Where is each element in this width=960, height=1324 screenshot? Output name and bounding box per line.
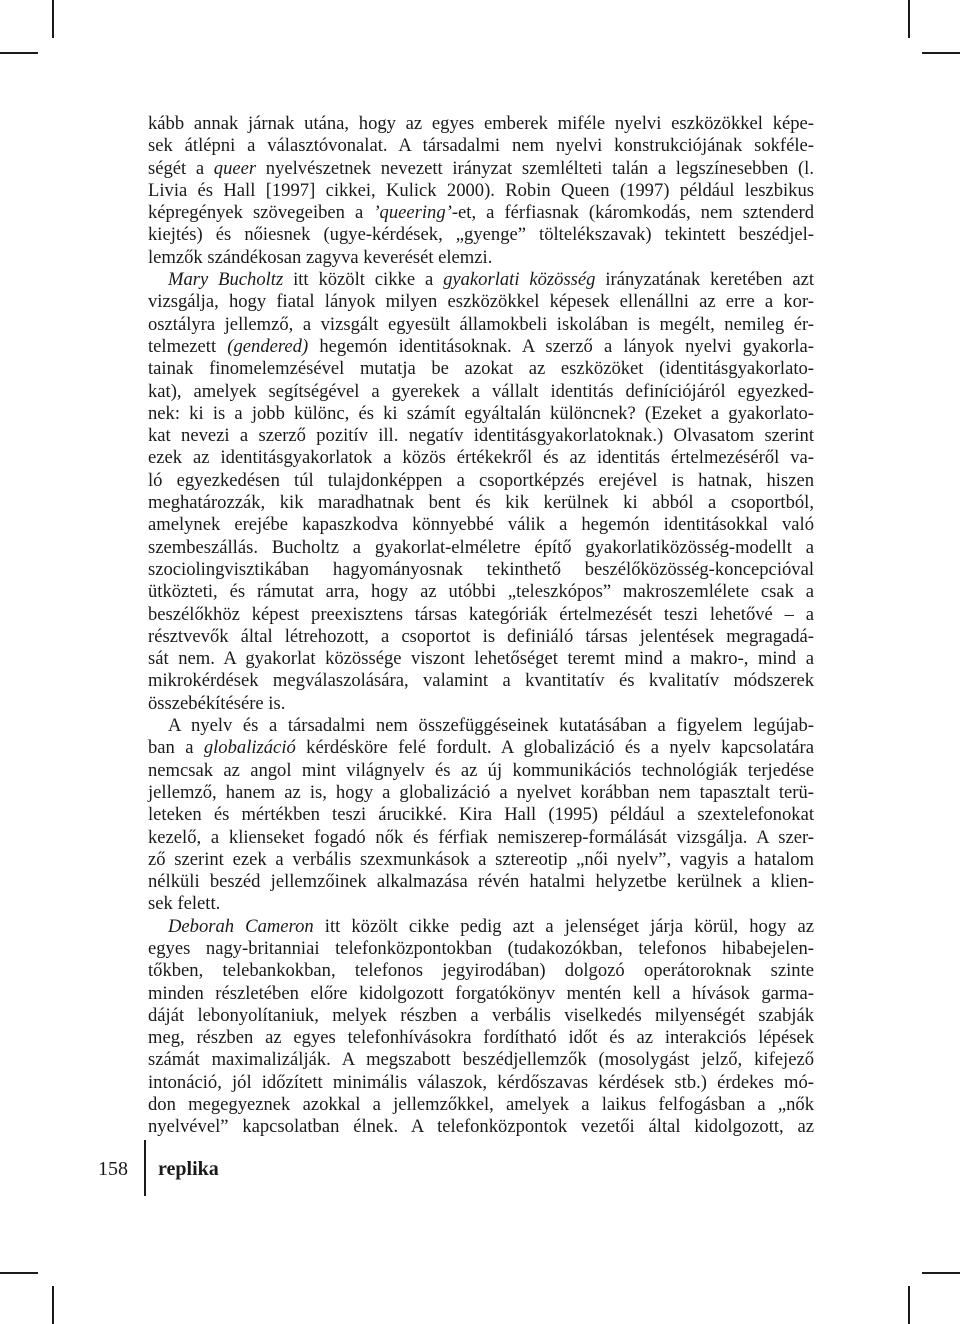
text-line: kiejtés) és nőiesnek (ugye-kérdések, „gyenge” töltelékszavak) tekintett beszédjel- <box>148 224 814 246</box>
text-line: kat nevezi a szerző pozitív ill. negatív identitásgyakorlatoknak.) Olvasatom szerint <box>148 425 814 447</box>
text-line: telmezett (gendered) hegemón identitásoknak. A szerző a lányok nyelvi gyakorla- <box>148 335 814 357</box>
text-line: Livia és Hall [1997] cikkei, Kulick 2000). Robin Queen (1997) például leszbikus <box>148 179 814 201</box>
text-line: sek felett. <box>148 893 221 915</box>
crop-mark <box>0 1272 38 1274</box>
text-line: beszélőkhöz képest preexisztens társas kategóriák értelmezését teszi lehetővé – a <box>148 603 814 625</box>
text-line: amelynek erejébe kapaszkodva könnyebbé válik a hegemón identitásokkal való <box>148 514 814 536</box>
text-line: intonáció, jól időzített minimális válaszok, kérdőszavas kérdések stb.) érdekes mó- <box>148 1071 814 1093</box>
footer-divider <box>144 1140 146 1196</box>
text-line: nemcsak az angol mint világnyelv és az új kommunikációs technológiák terjedése <box>148 759 814 781</box>
text-line: egyes nagy-britanniai telefonközpontokban (tudakozókban, telefonos hibabejelen- <box>148 937 814 959</box>
text-line: Mary Bucholtz itt közölt cikke a gyakorlati közösség irányzatának keretében azt <box>168 269 814 291</box>
text-line: osztályra jellemző, a vizsgált egyesült államokbeli iskolában is megélt, nemileg ér- <box>148 313 814 335</box>
text-line: jellemző, hanem az is, hogy a globalizáció a nyelvet korábban nem tapasztalt terü- <box>148 781 814 803</box>
text-line: lemzők szándékosan zagyva keverését elemzi. <box>148 246 493 268</box>
text-line: nyelvével” kapcsolatban élnek. A telefonközpontok vezetői által kidolgozott, az <box>148 1116 814 1138</box>
text-line: tőkben, telebankokban, telefonos jegyirodában) dolgozó operátoroknak szinte <box>148 960 814 982</box>
text-line: kezelő, a klienseket fogadó nők és férfiak nemiszerep-formálását vizsgálja. A szer- <box>148 826 814 848</box>
text-line: nélküli beszéd jellemzőinek alkalmazása révén hatalmi helyzetbe kerülnek a klien- <box>148 871 814 893</box>
text-line: sek átlépni a választóvonalat. A társadalmi nem nyelvi konstrukciójának sokféle- <box>148 135 814 157</box>
text-line: leteken és mértékben teszi árucikké. Kira Hall (1995) például a szextelefonokat <box>148 804 814 826</box>
text-line: dáját lebonyolítaniuk, melyek részben a verbális viselkedés milyenségét szabják <box>148 1004 814 1026</box>
text-line: meg, részben az egyes telefonhívásokra fordítható időt és az interakciós lépések <box>148 1027 814 1049</box>
body-text <box>148 113 814 1139</box>
text-line: ban a globalizáció kérdésköre felé fordult. A globalizáció és a nyelv kapcsolatára <box>148 737 814 759</box>
page-number: 158 <box>98 1158 128 1180</box>
crop-mark <box>52 1286 54 1324</box>
text-line: ezek az identitásgyakorlatok a közös értékekről és az identitás értelmezéséről va- <box>148 447 814 469</box>
text-line: ségét a queer nyelvészetnek nevezett irányzat szemlélteti talán a legszínesebben (l. <box>148 157 814 179</box>
text-line: összebékítésére is. <box>148 692 286 714</box>
text-line: mikrokérdések megválaszolására, valamint a kvantitatív és kvalitatív módszerek <box>148 670 814 692</box>
crop-mark <box>52 0 54 38</box>
text-line: vizsgálja, hogy fiatal lányok milyen eszközökkel képesek ellenállni az erre a kor- <box>148 291 814 313</box>
text-line: ló egyezkedésen túl tulajdonképpen a csoportképzés erejével is hatnak, hiszen <box>148 469 814 491</box>
crop-mark <box>908 0 910 38</box>
journal-title: replika <box>158 1158 219 1180</box>
text-line: don megegyeznek azokkal a jellemzőkkel, amelyek a laikus felfogásban a „nők <box>148 1094 814 1116</box>
text-line: Deborah Cameron itt közölt cikke pedig azt a jelenséget járja körül, hogy az <box>168 915 814 937</box>
text-line: szociolingvisztikában hagyományosnak tekinthető beszélőközösség-koncepcióval <box>148 558 814 580</box>
crop-mark <box>922 1272 960 1274</box>
text-line: meghatározzák, kik maradhatnak bent és kik kerülnek ki abból a csoportból, <box>148 492 814 514</box>
text-line: ütközteti, és rámutat arra, hogy az utóbbi „teleszkópos” makroszemlélete csak a <box>148 581 814 603</box>
crop-mark <box>0 52 38 54</box>
text-line: szembeszállás. Bucholtz a gyakorlat-elméletre építő gyakorlatiközösség-modellt a <box>148 536 814 558</box>
text-line: képregények szövegeiben a ’queering’-et, a férfiasnak (káromkodás, nem sztenderd <box>148 202 814 224</box>
text-line: számát maximalizálják. A megszabott beszédjellemzők (mosolygást jelző, kifejező <box>148 1049 814 1071</box>
text-line: tainak finomelemzésével mutatja be azokat az eszközöket (identitásgyakorlato- <box>148 358 814 380</box>
text-line: ző szerint ezek a verbális szexmunkások a sztereotip „női nyelv”, vagyis a hatalom <box>148 848 814 870</box>
text-line: kább annak járnak utána, hogy az egyes emberek miféle nyelvi eszközökkel képe- <box>148 113 814 134</box>
crop-mark <box>908 1286 910 1324</box>
text-line: kat), amelyek segítségével a gyerekek a vállalt identitás definíciójáról egyezked- <box>148 380 814 402</box>
crop-mark <box>922 52 960 54</box>
text-line: résztvevők által létrehozott, a csoportot is definiáló társas jelentések megragadá- <box>148 625 814 647</box>
text-line: nek: ki is a jobb különc, és ki számít egyáltalán különcnek? (Ezeket a gyakorlato- <box>148 402 814 424</box>
text-line: minden részletében előre kidolgozott forgatókönyv mentén kell a hívások garma- <box>148 982 814 1004</box>
text-line: sát nem. A gyakorlat közössége viszont lehetőséget teremt mind a makro-, mind a <box>148 648 814 670</box>
text-line: A nyelv és a társadalmi nem összefüggéseinek kutatásában a figyelem legújab- <box>168 715 814 737</box>
